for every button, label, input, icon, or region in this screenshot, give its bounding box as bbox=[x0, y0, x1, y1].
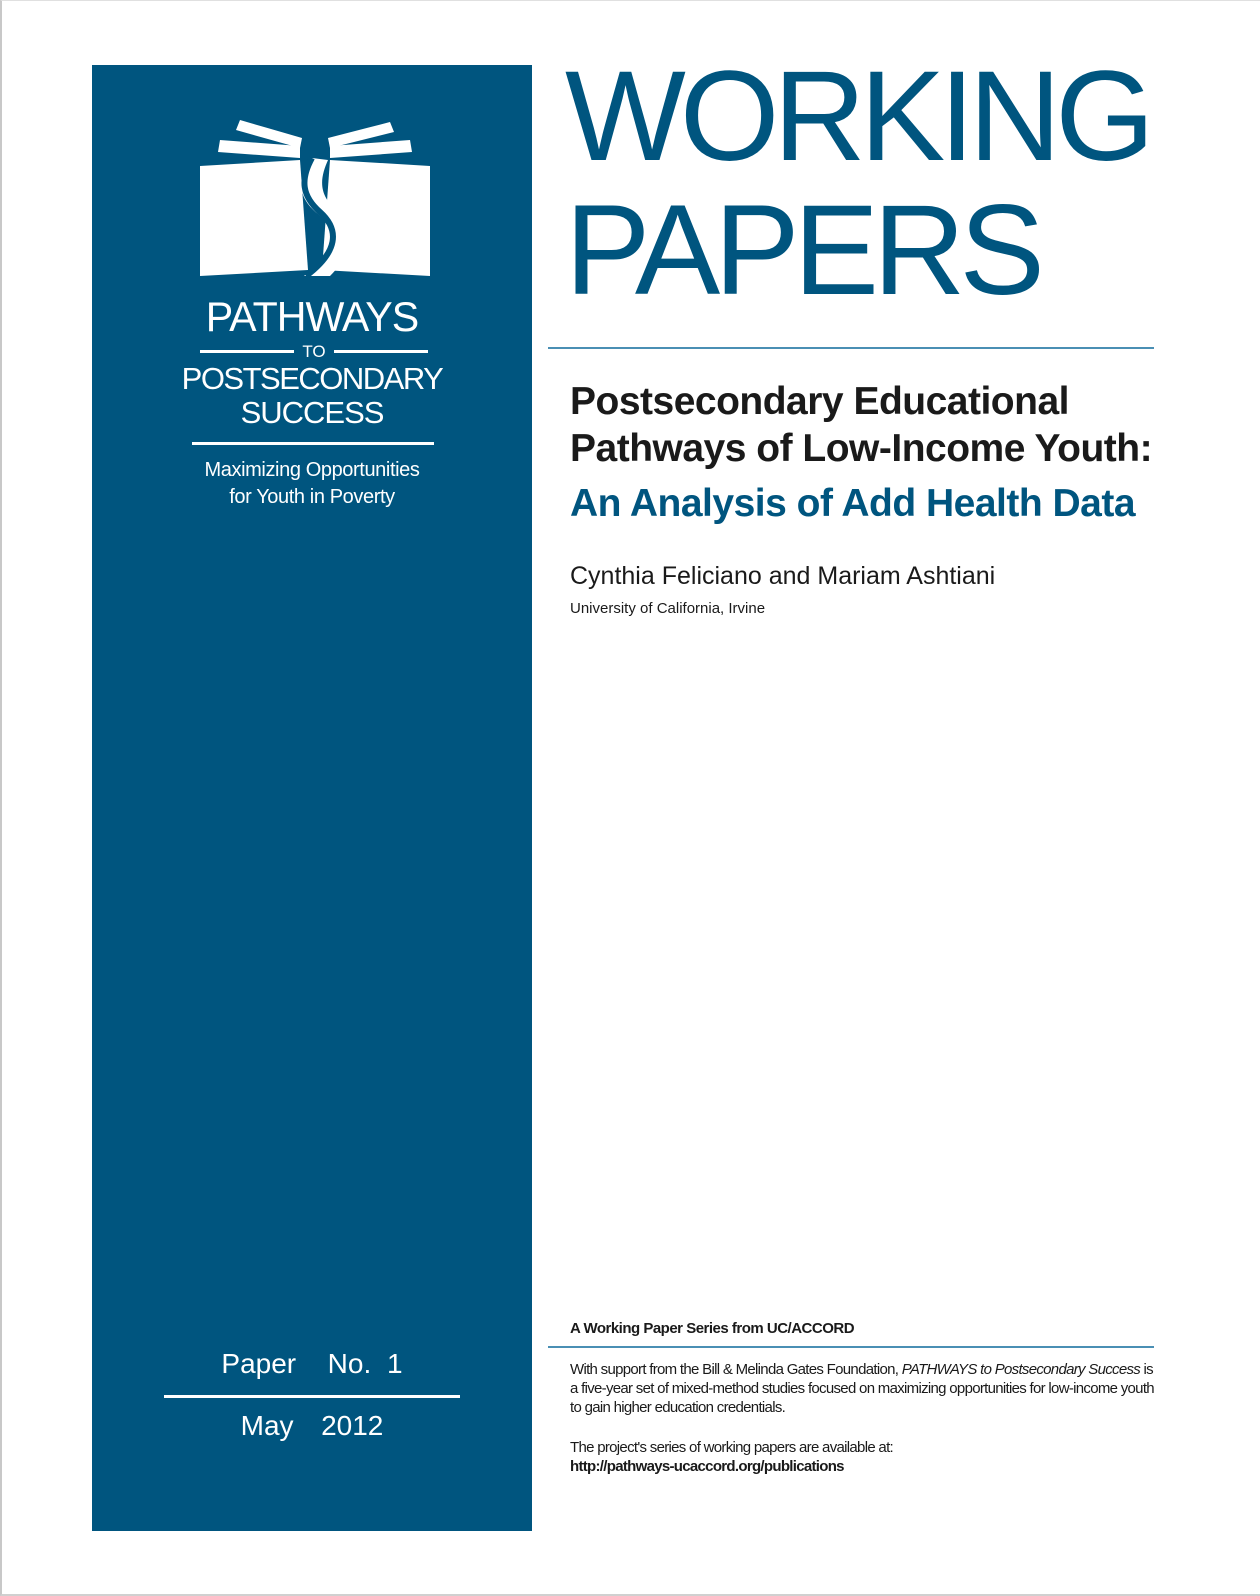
heading-line2: PAPERS bbox=[565, 179, 1039, 322]
heading-line1: WORKING bbox=[565, 45, 1149, 188]
open-book-road-icon bbox=[200, 120, 430, 285]
brand-name-success: SUCCESS bbox=[240, 395, 384, 430]
brand-to-line-left bbox=[200, 350, 294, 353]
author-affiliation: University of California, Irvine bbox=[570, 600, 766, 617]
title-line1: Postsecondary Educational bbox=[570, 380, 1069, 423]
support-statement bbox=[570, 1360, 1160, 1417]
brand-tagline bbox=[92, 457, 532, 511]
title-line2: Pathways of Low-Income Youth: bbox=[570, 427, 1153, 470]
brand-tagline-line2: for Youth in Poverty bbox=[229, 486, 395, 508]
title-rule bbox=[548, 347, 1154, 349]
brand-to-row bbox=[200, 341, 428, 361]
availability-text: The project's series of working papers are available at: bbox=[570, 1439, 894, 1456]
document-title bbox=[570, 378, 1170, 472]
brand-name-pathways: PATHWAYS bbox=[205, 293, 419, 340]
author-names: Cynthia Feliciano and Mariam Ashtiani bbox=[570, 562, 996, 590]
support-prefix: With support from the Bill & Melinda Gates Foundation, bbox=[570, 1361, 902, 1378]
series-label: A Working Paper Series from UC/ACCORD bbox=[570, 1320, 855, 1337]
brand-panel bbox=[92, 65, 532, 1531]
publications-link[interactable]: http://pathways-ucaccord.org/publications bbox=[570, 1458, 844, 1475]
brand-tagline-line1: Maximizing Opportunities bbox=[204, 459, 420, 481]
paper-number: Paper No. 1 bbox=[221, 1348, 403, 1379]
brand-to: TO bbox=[302, 341, 326, 361]
brand-to-line-right bbox=[334, 350, 428, 353]
support-program: PATHWAYS to Postsecondary Success bbox=[901, 1361, 1141, 1378]
availability-note bbox=[570, 1438, 1160, 1476]
brand-name-postsecondary: POSTSECONDARY bbox=[181, 361, 443, 396]
paper-divider bbox=[164, 1395, 460, 1398]
support-suffix: is a five-year set of mixed-method studies focused on maximizing opportunities for low-income youth to gain higher education credentials. bbox=[570, 1361, 1154, 1416]
working-papers-heading bbox=[565, 45, 1149, 322]
brand-divider bbox=[192, 442, 434, 445]
paper-date: May 2012 bbox=[240, 1410, 384, 1441]
document-subtitle: An Analysis of Add Health Data bbox=[570, 482, 1136, 525]
footer-rule bbox=[548, 1346, 1154, 1348]
